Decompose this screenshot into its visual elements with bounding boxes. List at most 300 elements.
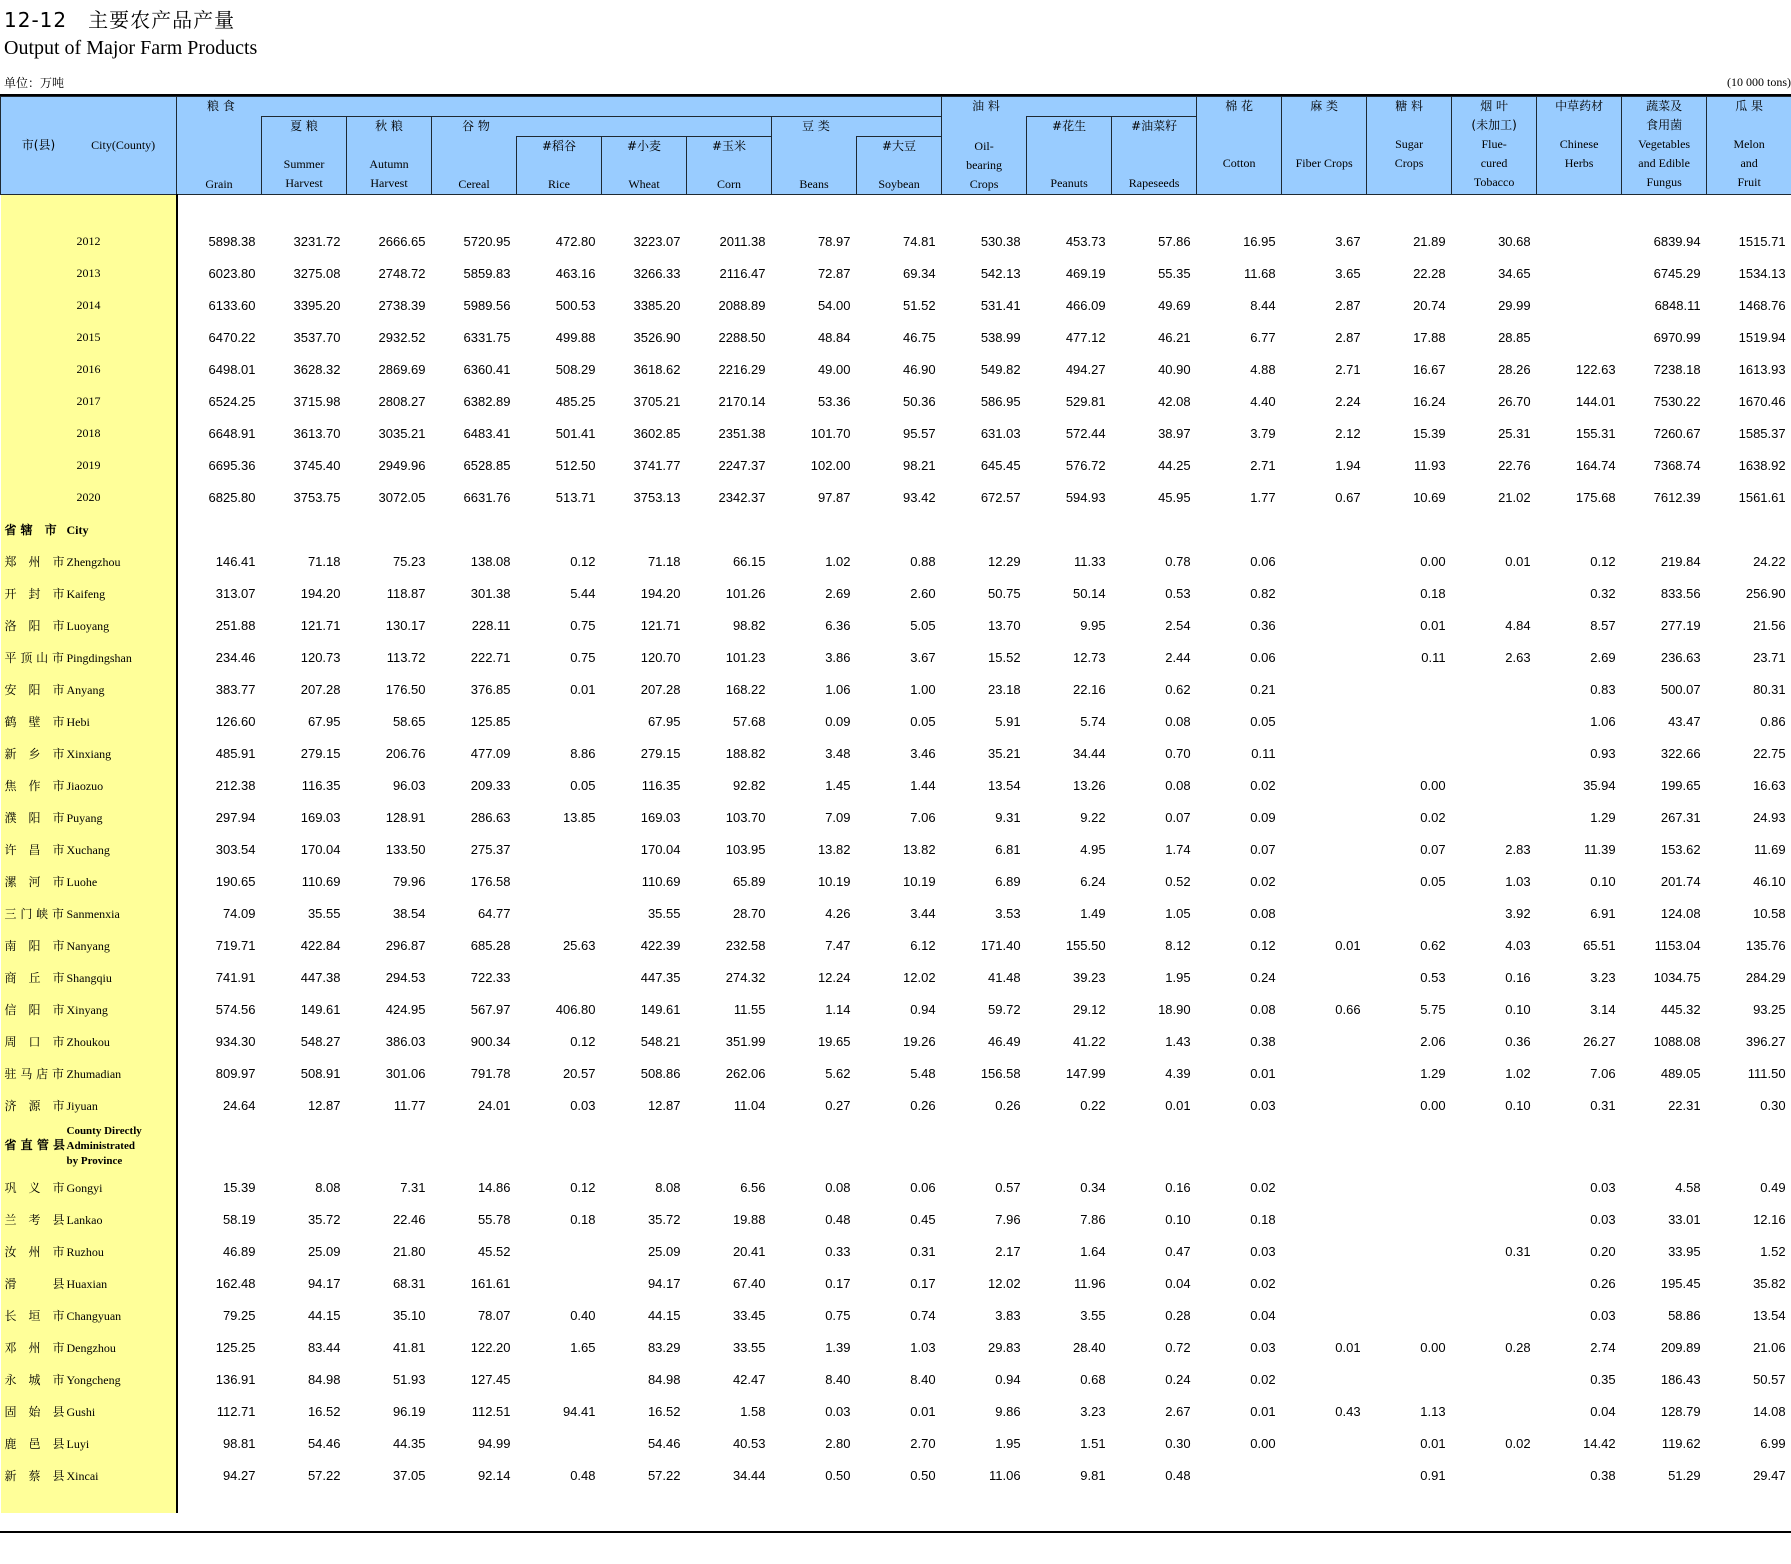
value-cell: 46.21 bbox=[1158, 329, 1191, 345]
value-cell: 1.74 bbox=[1165, 841, 1191, 857]
value-cell: 170.04 bbox=[640, 841, 681, 857]
header-beans bbox=[772, 137, 857, 195]
year-row bbox=[1, 289, 1791, 321]
value-cell: 1.58 bbox=[740, 1403, 766, 1419]
value-cell: 2.80 bbox=[825, 1435, 851, 1451]
value-cell: 79.25 bbox=[222, 1307, 256, 1323]
value-cell bbox=[1282, 609, 1367, 641]
value-cell: 212.38 bbox=[215, 777, 256, 793]
value-cell: 3385.20 bbox=[633, 297, 681, 313]
value-cell: 78.97 bbox=[817, 233, 851, 249]
header-vegetables bbox=[1622, 97, 1707, 195]
value-cell: 161.61 bbox=[470, 1275, 511, 1291]
value-cell: 0.16 bbox=[1505, 969, 1531, 985]
name-cn: 郑 州 市 bbox=[4, 554, 65, 569]
value-cell: 251.88 bbox=[215, 617, 256, 633]
value-cell: 3.92 bbox=[1505, 905, 1531, 921]
header-autumn bbox=[347, 117, 432, 195]
value-cell: 54.46 bbox=[307, 1435, 341, 1451]
value-cell: 207.28 bbox=[300, 681, 341, 697]
value-cell: 28.26 bbox=[1498, 361, 1531, 377]
value-cell bbox=[1282, 1459, 1367, 1491]
value-cell: 0.75 bbox=[570, 649, 596, 665]
value-cell: 1.05 bbox=[1165, 905, 1191, 921]
value-cell: 10.19 bbox=[817, 873, 851, 889]
value-cell: 0.43 bbox=[1335, 1403, 1361, 1419]
value-cell bbox=[1537, 289, 1622, 321]
value-cell: 0.30 bbox=[1760, 1097, 1786, 1113]
header-herbs bbox=[1537, 97, 1622, 195]
value-cell: 3.67 bbox=[910, 649, 936, 665]
value-cell: 3266.33 bbox=[633, 265, 681, 281]
header-veg-cn1: 蔬菜及 bbox=[1646, 99, 1683, 113]
value-cell: 93.25 bbox=[1753, 1001, 1786, 1017]
value-cell: 4.95 bbox=[1080, 841, 1106, 857]
value-cell: 0.09 bbox=[825, 713, 851, 729]
value-cell: 12.24 bbox=[817, 969, 851, 985]
value-cell: 1.39 bbox=[825, 1339, 851, 1355]
value-cell: 2.69 bbox=[825, 585, 851, 601]
value-cell: 0.83 bbox=[1590, 681, 1616, 697]
value-cell: 19.65 bbox=[817, 1033, 851, 1049]
value-cell: 501.41 bbox=[555, 425, 596, 441]
county-row bbox=[1, 1267, 1791, 1299]
value-cell: 19.88 bbox=[732, 1211, 766, 1227]
value-cell: 512.50 bbox=[555, 457, 596, 473]
value-cell: 11.06 bbox=[989, 1467, 1021, 1483]
value-cell: 833.56 bbox=[1660, 585, 1701, 601]
value-cell: 3613.70 bbox=[293, 425, 341, 441]
value-cell: 0.02 bbox=[1250, 1179, 1276, 1195]
value-cell: 201.74 bbox=[1660, 873, 1701, 889]
value-cell: 125.85 bbox=[470, 713, 511, 729]
value-cell: 508.29 bbox=[555, 361, 596, 377]
value-cell: 155.50 bbox=[1065, 937, 1106, 953]
value-cell: 0.05 bbox=[1420, 873, 1446, 889]
header-sugar-en1: Sugar bbox=[1395, 137, 1424, 151]
city-row bbox=[1, 961, 1791, 993]
value-cell: 41.48 bbox=[988, 969, 1021, 985]
value-cell: 2288.50 bbox=[718, 329, 766, 345]
name-en: Nanyang bbox=[66, 938, 110, 953]
county-row bbox=[1, 1299, 1791, 1331]
value-cell: 29.47 bbox=[1753, 1467, 1786, 1483]
value-cell: 0.11 bbox=[1251, 745, 1276, 761]
value-cell: 275.37 bbox=[470, 841, 511, 857]
name-en: Gushi bbox=[66, 1404, 96, 1419]
value-cell: 21.02 bbox=[1498, 489, 1531, 505]
name-cn: 安 阳 市 bbox=[4, 682, 65, 697]
value-cell: 170.04 bbox=[300, 841, 341, 857]
value-cell: 5859.83 bbox=[463, 265, 511, 281]
value-cell: 5898.38 bbox=[208, 233, 256, 249]
value-cell: 116.35 bbox=[301, 777, 341, 793]
header-peanuts bbox=[1027, 117, 1112, 195]
name-cell bbox=[1, 1427, 177, 1459]
value-cell: 1.06 bbox=[825, 681, 851, 697]
value-cell: 0.17 bbox=[910, 1275, 936, 1291]
value-cell: 136.91 bbox=[215, 1371, 256, 1387]
name-en: Anyang bbox=[66, 682, 105, 697]
section-county-cn: 省 直 管 县 bbox=[4, 1137, 66, 1152]
value-cell: 10.69 bbox=[1413, 489, 1446, 505]
value-cell: 42.47 bbox=[732, 1371, 766, 1387]
value-cell: 50.14 bbox=[1073, 585, 1106, 601]
header-fiber bbox=[1282, 97, 1367, 195]
value-cell: 35.82 bbox=[1753, 1275, 1786, 1291]
header-sugar-en2: Crops bbox=[1394, 156, 1424, 170]
value-cell: 322.66 bbox=[1660, 745, 1701, 761]
header-rice-en: Rice bbox=[548, 177, 570, 191]
header-melon-cn: 瓜 果 bbox=[1735, 99, 1764, 113]
value-cell bbox=[1367, 1267, 1452, 1299]
value-cell bbox=[1367, 1363, 1452, 1395]
value-cell: 1585.37 bbox=[1738, 425, 1786, 441]
section-row-city bbox=[1, 513, 1791, 545]
value-cell: 0.82 bbox=[1250, 585, 1276, 601]
value-cell: 20.57 bbox=[562, 1065, 596, 1081]
value-cell: 0.16 bbox=[1165, 1179, 1191, 1195]
value-cell: 126.60 bbox=[215, 713, 256, 729]
header-tobacco-en2: cured bbox=[1480, 156, 1508, 170]
value-cell: 0.50 bbox=[825, 1467, 851, 1483]
name-cn: 信 阳 市 bbox=[4, 1002, 65, 1017]
value-cell: 34.65 bbox=[1498, 265, 1531, 281]
value-cell: 489.05 bbox=[1660, 1065, 1701, 1081]
value-cell: 1.00 bbox=[910, 681, 936, 697]
value-cell: 2116.47 bbox=[719, 265, 766, 281]
value-cell: 301.06 bbox=[385, 1065, 426, 1081]
value-cell: 6331.75 bbox=[463, 329, 511, 345]
value-cell: 1.03 bbox=[1505, 873, 1531, 889]
value-cell bbox=[517, 1427, 602, 1459]
value-cell: 1.45 bbox=[825, 777, 851, 793]
value-cell: 103.70 bbox=[725, 809, 766, 825]
value-cell bbox=[1452, 769, 1537, 801]
name-cn: 兰 考 县 bbox=[4, 1212, 65, 1227]
value-cell: 0.48 bbox=[570, 1467, 596, 1483]
value-cell: 14.42 bbox=[1583, 1435, 1616, 1451]
name-cn: 驻 马 店 市 bbox=[4, 1066, 64, 1081]
value-cell: 7368.74 bbox=[1653, 457, 1701, 473]
value-cell: 46.89 bbox=[222, 1243, 256, 1259]
value-cell bbox=[1452, 1459, 1537, 1491]
name-cn: 焦 作 市 bbox=[4, 778, 65, 793]
header-rice-cn: #稻谷 bbox=[541, 139, 577, 153]
value-cell: 72.87 bbox=[817, 265, 851, 281]
value-cell: 0.67 bbox=[1335, 489, 1361, 505]
value-cell: 0.01 bbox=[570, 681, 596, 697]
value-cell: 494.27 bbox=[1065, 361, 1106, 377]
name-en: Luoyang bbox=[66, 618, 110, 633]
value-cell: 169.03 bbox=[300, 809, 341, 825]
value-cell bbox=[1367, 897, 1452, 929]
value-cell: 21.06 bbox=[1753, 1339, 1786, 1355]
value-cell bbox=[1282, 641, 1367, 673]
value-cell: 2808.27 bbox=[378, 393, 426, 409]
year-row bbox=[1, 321, 1791, 353]
value-cell: 3275.08 bbox=[293, 265, 341, 281]
value-cell: 0.30 bbox=[1165, 1435, 1191, 1451]
value-cell: 80.31 bbox=[1753, 681, 1786, 697]
value-cell: 3526.90 bbox=[633, 329, 681, 345]
value-cell: 3.48 bbox=[825, 745, 851, 761]
value-cell: 900.34 bbox=[470, 1033, 511, 1049]
header-grain-cn: 粮 食 bbox=[207, 99, 235, 113]
city-row bbox=[1, 897, 1791, 929]
value-cell: 23.18 bbox=[988, 681, 1021, 697]
value-cell: 3072.05 bbox=[378, 489, 426, 505]
name-en: Puyang bbox=[66, 810, 103, 825]
year-row bbox=[1, 225, 1791, 257]
value-cell: 116.35 bbox=[641, 777, 681, 793]
farm-products-table bbox=[0, 96, 1791, 1513]
value-cell: 3537.70 bbox=[293, 329, 341, 345]
value-cell: 50.75 bbox=[988, 585, 1021, 601]
value-cell: 594.93 bbox=[1065, 489, 1106, 505]
value-cell: 16.52 bbox=[307, 1403, 341, 1419]
header-soybean-en: Soybean bbox=[878, 177, 920, 191]
value-cell: 0.03 bbox=[1590, 1179, 1616, 1195]
value-cell: 0.01 bbox=[1165, 1097, 1191, 1113]
value-cell: 26.70 bbox=[1498, 393, 1531, 409]
value-cell: 3.79 bbox=[1250, 425, 1276, 441]
value-cell: 101.23 bbox=[725, 649, 766, 665]
city-row bbox=[1, 641, 1791, 673]
value-cell: 17.88 bbox=[1413, 329, 1446, 345]
value-cell: 0.03 bbox=[1250, 1097, 1276, 1113]
value-cell bbox=[1282, 1427, 1367, 1459]
value-cell: 934.30 bbox=[215, 1033, 256, 1049]
header-oil-en3: Crops bbox=[969, 177, 999, 191]
name-cn: 平 顶 山 市 bbox=[4, 650, 64, 665]
value-cell bbox=[517, 833, 602, 865]
value-cell: 2949.96 bbox=[378, 457, 426, 473]
value-cell bbox=[1452, 1171, 1537, 1203]
value-cell: 485.91 bbox=[215, 745, 256, 761]
value-cell: 466.09 bbox=[1065, 297, 1106, 313]
value-cell: 54.00 bbox=[817, 297, 851, 313]
value-cell: 5989.56 bbox=[463, 297, 511, 313]
header-cereal-group bbox=[432, 117, 772, 137]
city-row bbox=[1, 833, 1791, 865]
value-cell: 11.93 bbox=[1414, 457, 1446, 473]
value-cell: 58.65 bbox=[392, 713, 426, 729]
year-label: 2013 bbox=[1, 257, 177, 289]
value-cell: 194.20 bbox=[300, 585, 341, 601]
value-cell: 0.00 bbox=[1420, 777, 1446, 793]
name-cell bbox=[1, 673, 177, 705]
value-cell: 111.50 bbox=[1747, 1065, 1786, 1081]
city-cell bbox=[1, 195, 177, 226]
county-row bbox=[1, 1203, 1791, 1235]
value-cell: 21.89 bbox=[1413, 233, 1446, 249]
value-cell bbox=[517, 897, 602, 929]
value-cell: 0.31 bbox=[1590, 1097, 1616, 1113]
value-cell: 50.36 bbox=[903, 393, 936, 409]
value-cell: 84.98 bbox=[647, 1371, 681, 1387]
value-cell: 0.45 bbox=[910, 1211, 936, 1227]
value-cell: 3.65 bbox=[1335, 265, 1361, 281]
value-cell: 7238.18 bbox=[1653, 361, 1701, 377]
value-cell: 5720.95 bbox=[463, 233, 511, 249]
value-cell: 513.71 bbox=[555, 489, 596, 505]
value-cell: 101.26 bbox=[725, 585, 766, 601]
header-wheat-en: Wheat bbox=[628, 177, 660, 191]
value-cell: 3.14 bbox=[1590, 1001, 1616, 1017]
value-cell: 8.57 bbox=[1590, 617, 1616, 633]
value-cell: 0.38 bbox=[1250, 1033, 1276, 1049]
value-cell bbox=[1367, 673, 1452, 705]
name-en: Xuchang bbox=[66, 842, 110, 857]
value-cell: 28.85 bbox=[1498, 329, 1531, 345]
value-cell: 0.11 bbox=[1421, 649, 1446, 665]
header-corn-cn: #玉米 bbox=[711, 139, 747, 153]
value-cell: 1088.08 bbox=[1653, 1033, 1701, 1049]
value-cell: 3.53 bbox=[995, 905, 1021, 921]
value-cell: 453.73 bbox=[1065, 233, 1106, 249]
value-cell: 35.10 bbox=[392, 1307, 426, 1323]
value-cell: 1561.61 bbox=[1738, 489, 1786, 505]
header-beans-cn: 豆 类 bbox=[802, 119, 830, 133]
value-cell: 0.12 bbox=[570, 1179, 596, 1195]
value-cell: 1.13 bbox=[1420, 1403, 1446, 1419]
header-city-cn: 市(县) bbox=[21, 138, 56, 152]
value-cell: 20.41 bbox=[732, 1243, 766, 1259]
value-cell: 78.07 bbox=[477, 1307, 511, 1323]
header-cereal-cn: 谷 物 bbox=[462, 119, 490, 133]
value-cell: 94.41 bbox=[562, 1403, 596, 1419]
name-cn: 南 阳 市 bbox=[4, 938, 65, 953]
value-cell: 500.53 bbox=[555, 297, 596, 313]
year-label: 2018 bbox=[1, 417, 177, 449]
value-cell: 130.17 bbox=[385, 617, 426, 633]
value-cell: 13.82 bbox=[817, 841, 851, 857]
value-cell bbox=[1367, 1171, 1452, 1203]
value-cell: 809.97 bbox=[215, 1065, 256, 1081]
value-cell: 2.74 bbox=[1590, 1339, 1616, 1355]
value-cell: 2.69 bbox=[1590, 649, 1616, 665]
value-cell: 3.83 bbox=[995, 1307, 1021, 1323]
value-cell: 22.31 bbox=[1668, 1097, 1701, 1113]
value-cell bbox=[1282, 673, 1367, 705]
value-cell: 34.44 bbox=[1073, 745, 1106, 761]
section-county-en-line: County Directly bbox=[66, 1124, 142, 1137]
value-cell: 144.01 bbox=[1575, 393, 1616, 409]
value-cell: 0.75 bbox=[570, 617, 596, 633]
value-cell: 1.43 bbox=[1165, 1033, 1191, 1049]
value-cell bbox=[1367, 705, 1452, 737]
header-peanuts-en: Peanuts bbox=[1050, 176, 1088, 190]
value-cell: 25.09 bbox=[307, 1243, 341, 1259]
value-cell: 574.56 bbox=[215, 1001, 256, 1017]
value-cell: 0.02 bbox=[1505, 1435, 1531, 1451]
value-cell: 113.72 bbox=[386, 649, 426, 665]
value-cell: 46.75 bbox=[903, 329, 936, 345]
value-cell: 65.51 bbox=[1583, 937, 1616, 953]
value-cell: 18.90 bbox=[1158, 1001, 1191, 1017]
value-cell: 40.53 bbox=[732, 1435, 766, 1451]
value-cell: 0.53 bbox=[1165, 585, 1191, 601]
value-cell: 199.65 bbox=[1660, 777, 1701, 793]
year-row bbox=[1, 481, 1791, 513]
value-cell: 45.52 bbox=[477, 1243, 511, 1259]
value-cell: 35.21 bbox=[988, 745, 1021, 761]
value-cell: 48.84 bbox=[817, 329, 851, 345]
section-label-county bbox=[1, 1121, 177, 1171]
value-cell: 171.40 bbox=[980, 937, 1021, 953]
value-cell: 30.68 bbox=[1498, 233, 1531, 249]
value-cell: 12.29 bbox=[988, 553, 1021, 569]
city-row bbox=[1, 577, 1791, 609]
value-cell: 477.12 bbox=[1065, 329, 1106, 345]
value-cell: 0.17 bbox=[825, 1275, 851, 1291]
value-cell: 94.17 bbox=[647, 1275, 681, 1291]
value-cell: 1034.75 bbox=[1653, 969, 1701, 985]
value-cell: 719.71 bbox=[215, 937, 256, 953]
value-cell bbox=[1282, 1363, 1367, 1395]
value-cell: 28.40 bbox=[1073, 1339, 1106, 1355]
value-cell bbox=[1367, 737, 1452, 769]
value-cell: 1.03 bbox=[910, 1339, 936, 1355]
value-cell: 20.74 bbox=[1413, 297, 1446, 313]
value-cell: 0.50 bbox=[910, 1467, 936, 1483]
value-cell: 186.43 bbox=[1660, 1371, 1701, 1387]
header-tobacco-en1: Flue- bbox=[1481, 137, 1507, 151]
value-cell: 6631.76 bbox=[463, 489, 511, 505]
value-cell: 0.02 bbox=[1250, 873, 1276, 889]
header-tobacco bbox=[1452, 97, 1537, 195]
value-cell: 262.06 bbox=[725, 1065, 766, 1081]
value-cell bbox=[1452, 673, 1537, 705]
value-cell: 297.94 bbox=[215, 809, 256, 825]
header-beans-group bbox=[772, 117, 942, 137]
value-cell bbox=[1282, 545, 1367, 577]
value-cell: 12.87 bbox=[647, 1097, 681, 1113]
value-cell: 22.76 bbox=[1498, 457, 1531, 473]
value-cell: 13.26 bbox=[1073, 777, 1106, 793]
value-cell: 2.60 bbox=[910, 585, 936, 601]
header-grain bbox=[177, 117, 262, 195]
year-label: 2015 bbox=[1, 321, 177, 353]
value-cell: 301.38 bbox=[470, 585, 511, 601]
value-cell: 0.26 bbox=[910, 1097, 936, 1113]
value-cell: 22.75 bbox=[1753, 745, 1786, 761]
value-cell: 2.24 bbox=[1335, 393, 1361, 409]
value-cell: 1515.71 bbox=[1738, 233, 1786, 249]
value-cell: 23.71 bbox=[1753, 649, 1786, 665]
value-cell: 7.09 bbox=[825, 809, 851, 825]
value-cell: 10.58 bbox=[1753, 905, 1786, 921]
value-cell: 0.35 bbox=[1590, 1371, 1616, 1387]
name-en: Dengzhou bbox=[66, 1340, 116, 1355]
header-sugar-cn: 糖 料 bbox=[1395, 99, 1424, 113]
header-oil-cn: 油 料 bbox=[972, 99, 1000, 113]
value-cell bbox=[1452, 1299, 1537, 1331]
value-cell: 24.01 bbox=[477, 1097, 511, 1113]
value-cell: 112.71 bbox=[216, 1403, 256, 1419]
header-veg-en1: Vegetables bbox=[1638, 137, 1691, 151]
value-cell: 549.82 bbox=[980, 361, 1021, 377]
value-cell: 16.24 bbox=[1413, 393, 1446, 409]
name-cn: 三 门 峡 市 bbox=[4, 906, 64, 921]
value-cell: 124.08 bbox=[1660, 905, 1701, 921]
value-cell: 424.95 bbox=[385, 1001, 426, 1017]
value-cell: 0.07 bbox=[1165, 809, 1191, 825]
value-cell: 0.00 bbox=[1420, 1097, 1446, 1113]
value-cell: 2011.38 bbox=[719, 233, 766, 249]
value-cell: 530.38 bbox=[980, 233, 1021, 249]
